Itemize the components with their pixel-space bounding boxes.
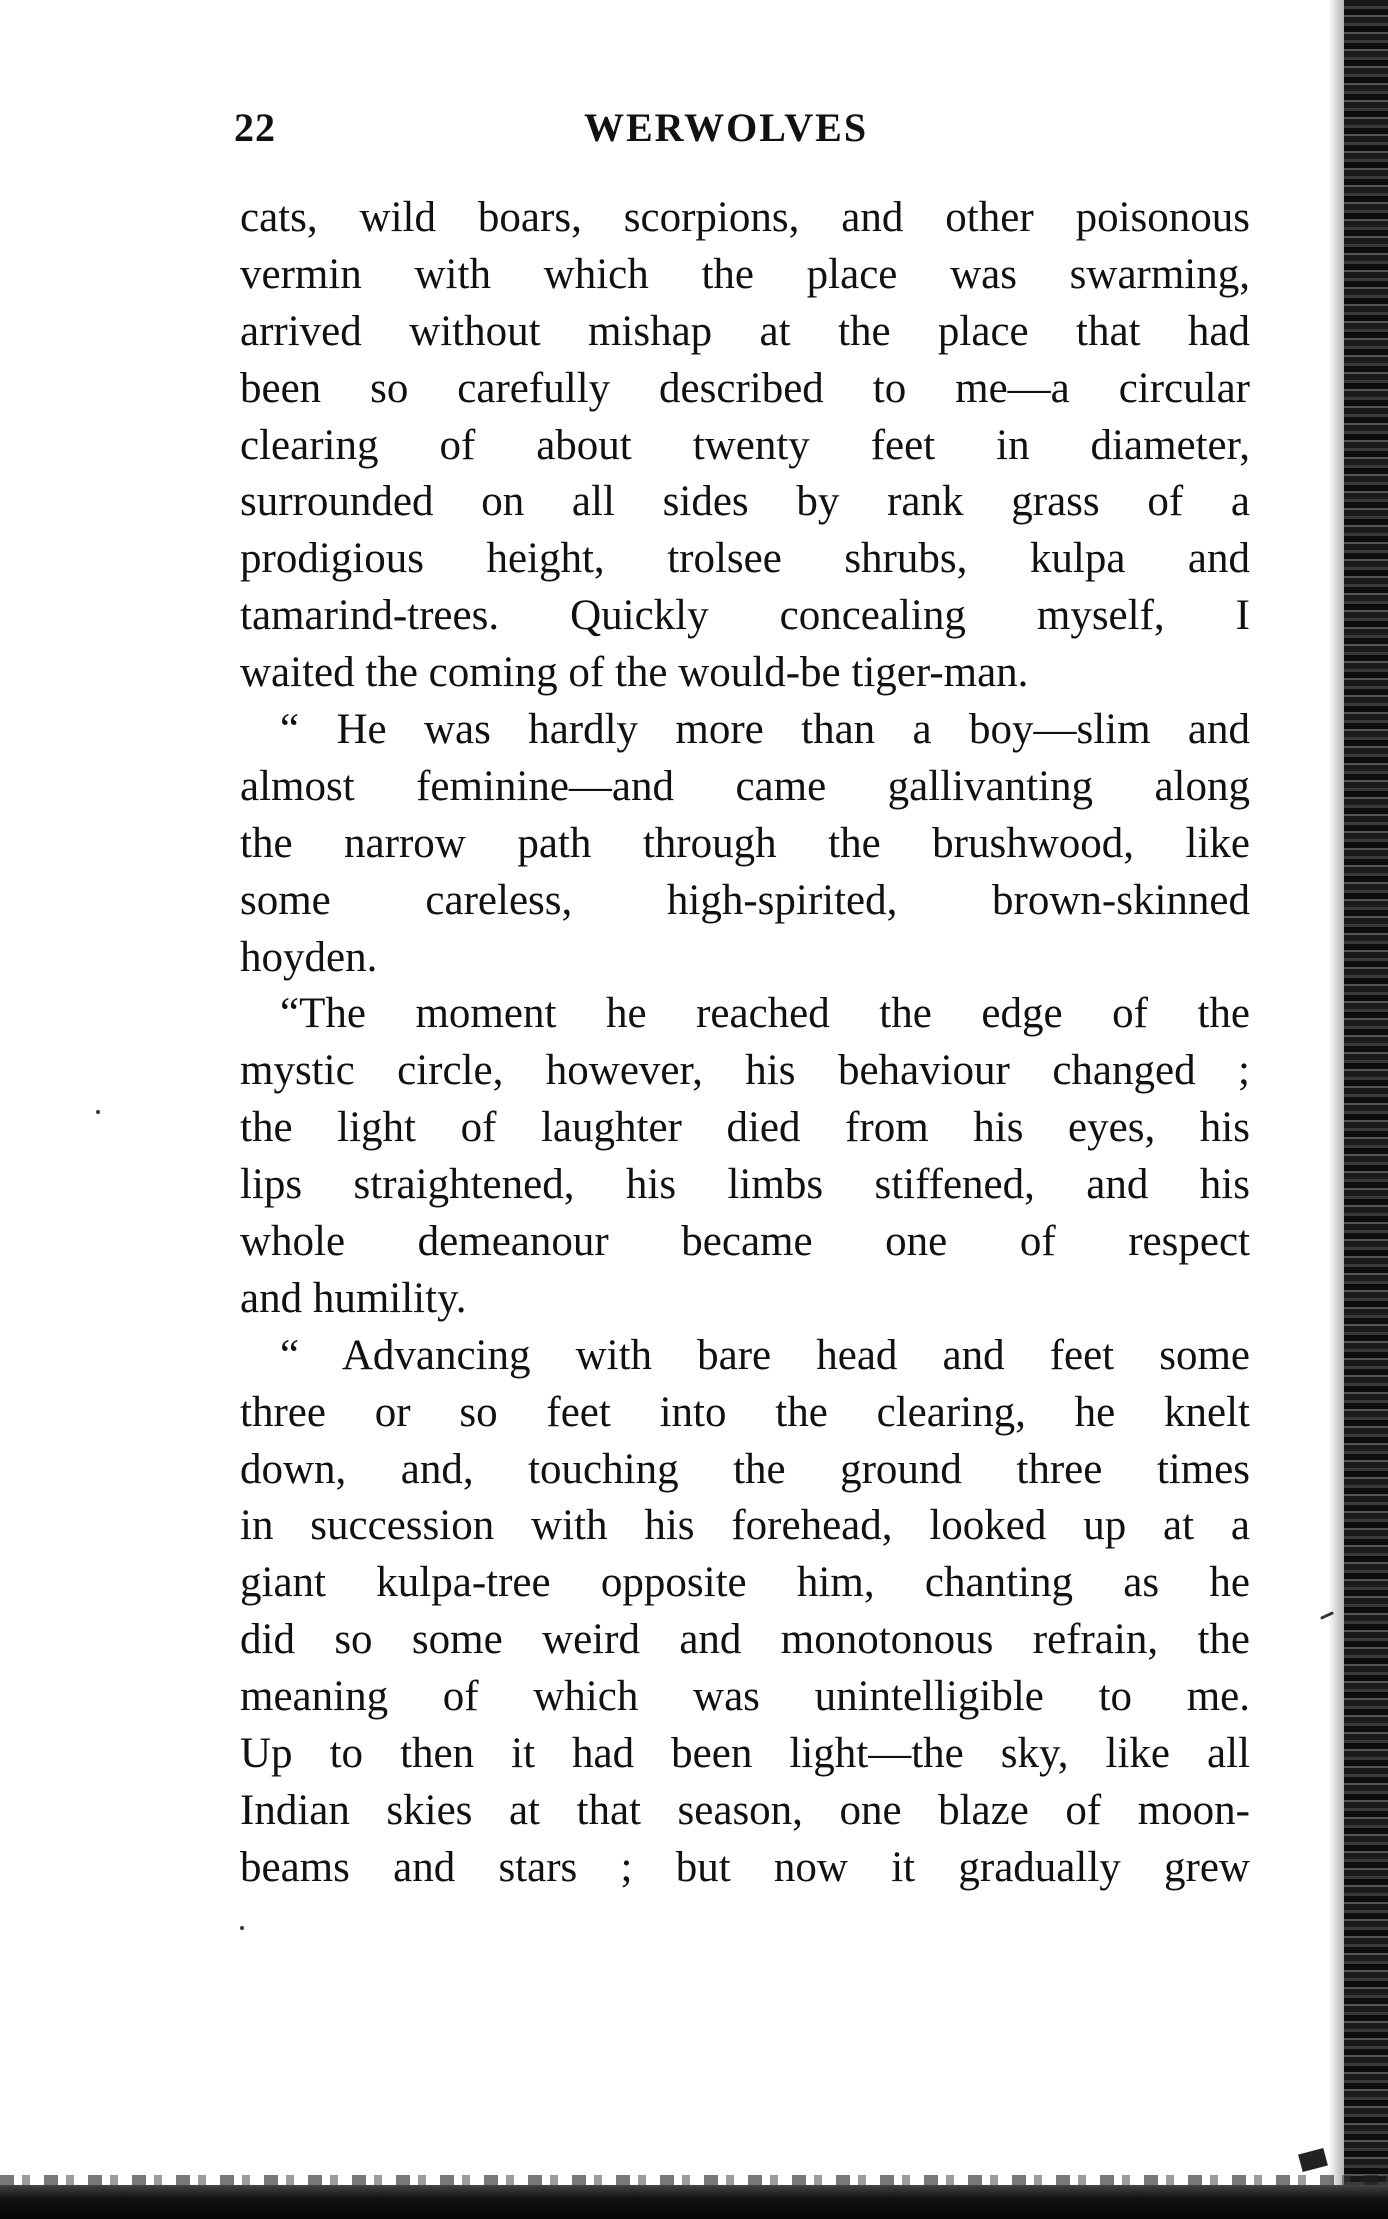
scan-speck <box>96 1110 100 1114</box>
text-line: cats, wild boars, scorpions, and other poisonous <box>240 194 1250 241</box>
text-line: clearing of about twenty feet in diameter, <box>240 421 1250 469</box>
text-line: arrived without mishap at the place that had <box>240 307 1250 355</box>
text-line: been so carefully described to me—a circular <box>240 364 1250 412</box>
text-line: “The moment he reached the edge of the <box>280 990 1250 1038</box>
text-line: whole demeanour became one of respect <box>240 1218 1250 1266</box>
text-line: the narrow path through the brushwood, like <box>240 819 1250 867</box>
text-line: Up to then it had been light—the sky, like all <box>240 1730 1250 1778</box>
text-line: giant kulpa-tree opposite him, chanting as he <box>240 1559 1250 1607</box>
scanned-page-edge <box>1344 0 1388 2219</box>
text-line: did so some weird and monotonous refrain, the <box>240 1616 1250 1664</box>
text-line: down, and, touching the ground three times <box>240 1445 1250 1493</box>
text-line: hoyden. <box>240 933 378 981</box>
text-line: vermin with which the place was swarming, <box>240 250 1250 298</box>
bottom-scan-noise <box>0 2175 1388 2185</box>
text-line: meaning of which was unintelligible to me. <box>240 1673 1250 1721</box>
running-title: WERWOLVES <box>584 105 869 150</box>
text-line: almost feminine—and came gallivanting along <box>240 762 1250 810</box>
text-line: the light of laughter died from his eyes, his <box>240 1104 1250 1152</box>
running-head <box>234 104 904 154</box>
text-line: Indian skies at that season, one blaze of moon- <box>240 1786 1250 1834</box>
page-edge-shadow <box>1328 0 1344 2219</box>
text-line: surrounded on all sides by rank grass of a <box>240 478 1250 526</box>
text-line: some careless, high-spirited, brown-skinned <box>240 876 1250 924</box>
body-text <box>240 190 1250 1897</box>
text-line: “ Advancing with bare head and feet some <box>280 1331 1250 1379</box>
scanned-bottom-edge <box>0 2185 1388 2219</box>
scan-smudge <box>1298 2148 1328 2172</box>
text-line: three or so feet into the clearing, he knelt <box>240 1388 1250 1436</box>
text-line: in succession with his forehead, looked up at a <box>240 1502 1250 1550</box>
text-line: lips straightened, his limbs stiffened, and his <box>240 1161 1250 1209</box>
text-line: “ He was hardly more than a boy—slim and <box>280 706 1250 754</box>
text-line: tamarind-trees. Quickly concealing myself, I <box>240 592 1250 640</box>
text-line: mystic circle, however, his behaviour changed ; <box>240 1047 1250 1095</box>
text-line: beams and stars ; but now it gradually grew <box>240 1843 1250 1891</box>
text-line: and humility. <box>240 1274 467 1322</box>
scan-speck <box>240 1926 244 1930</box>
text-line: waited the coming of the would-be tiger-man. <box>240 649 1029 697</box>
page-number: 22 <box>234 105 276 150</box>
text-line: prodigious height, trolsee shrubs, kulpa and <box>240 535 1250 583</box>
